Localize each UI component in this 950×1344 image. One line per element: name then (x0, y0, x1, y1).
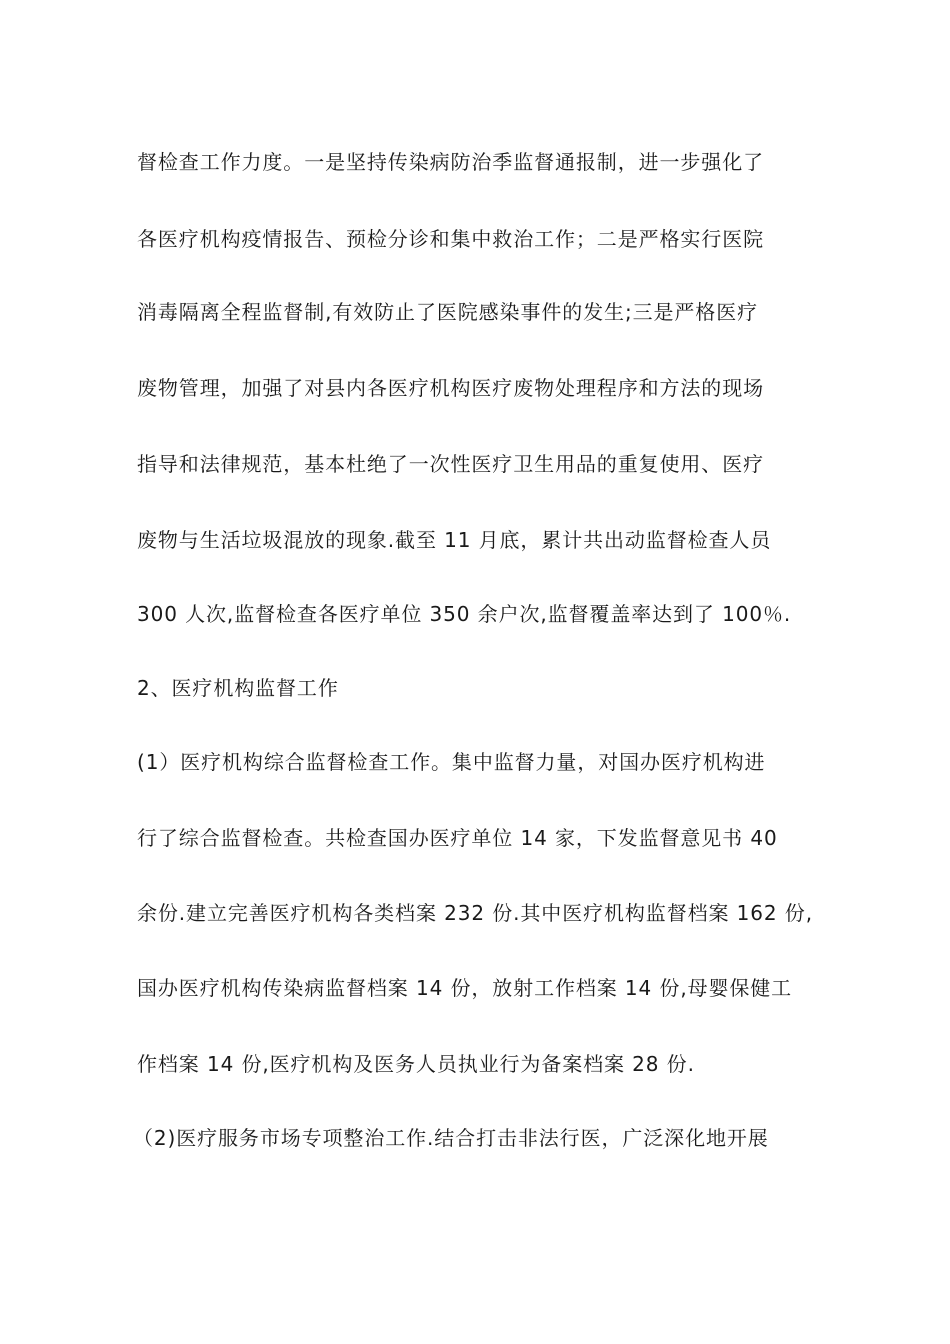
body-text-line: 余份.建立完善医疗机构各类档案 232 份.其中医疗机构监督档案 162 份, (137, 901, 813, 925)
body-text-line: 废物与生活垃圾混放的现象.截至 11 月底，累计共出动监督检查人员 (137, 528, 772, 552)
body-text-line: 废物管理，加强了对县内各医疗机构医疗废物处理程序和方法的现场 (137, 376, 764, 400)
body-text-line: 消毒隔离全程监督制,有效防止了医院感染事件的发生;三是严格医疗 (137, 300, 758, 324)
body-text-line: 各医疗机构疫情报告、预检分诊和集中救治工作；二是严格实行医院 (137, 227, 764, 251)
body-text-line: 300 人次,监督检查各医疗单位 350 余户次,监督覆盖率达到了 100％. (137, 602, 792, 626)
section-heading: 2、医疗机构监督工作 (137, 676, 339, 700)
body-text-line: 作档案 14 份,医疗机构及医务人员执业行为备案档案 28 份. (137, 1052, 695, 1076)
body-text-line: 国办医疗机构传染病监督档案 14 份，放射工作档案 14 份,母婴保健工 (137, 976, 793, 1000)
body-text-line: 督检查工作力度。一是坚持传染病防治季监督通报制，进一步强化了 (137, 150, 764, 174)
body-text-line: (1）医疗机构综合监督检查工作。集中监督力量，对国办医疗机构进 (137, 750, 766, 774)
body-text-line: （2)医疗服务市场专项整治工作.结合打击非法行医，广泛深化地开展 (133, 1126, 769, 1150)
body-text-line: 行了综合监督检查。共检查国办医疗单位 14 家，下发监督意见书 40 (137, 826, 778, 850)
body-text-line: 指导和法律规范，基本杜绝了一次性医疗卫生用品的重复使用、医疗 (137, 452, 764, 476)
